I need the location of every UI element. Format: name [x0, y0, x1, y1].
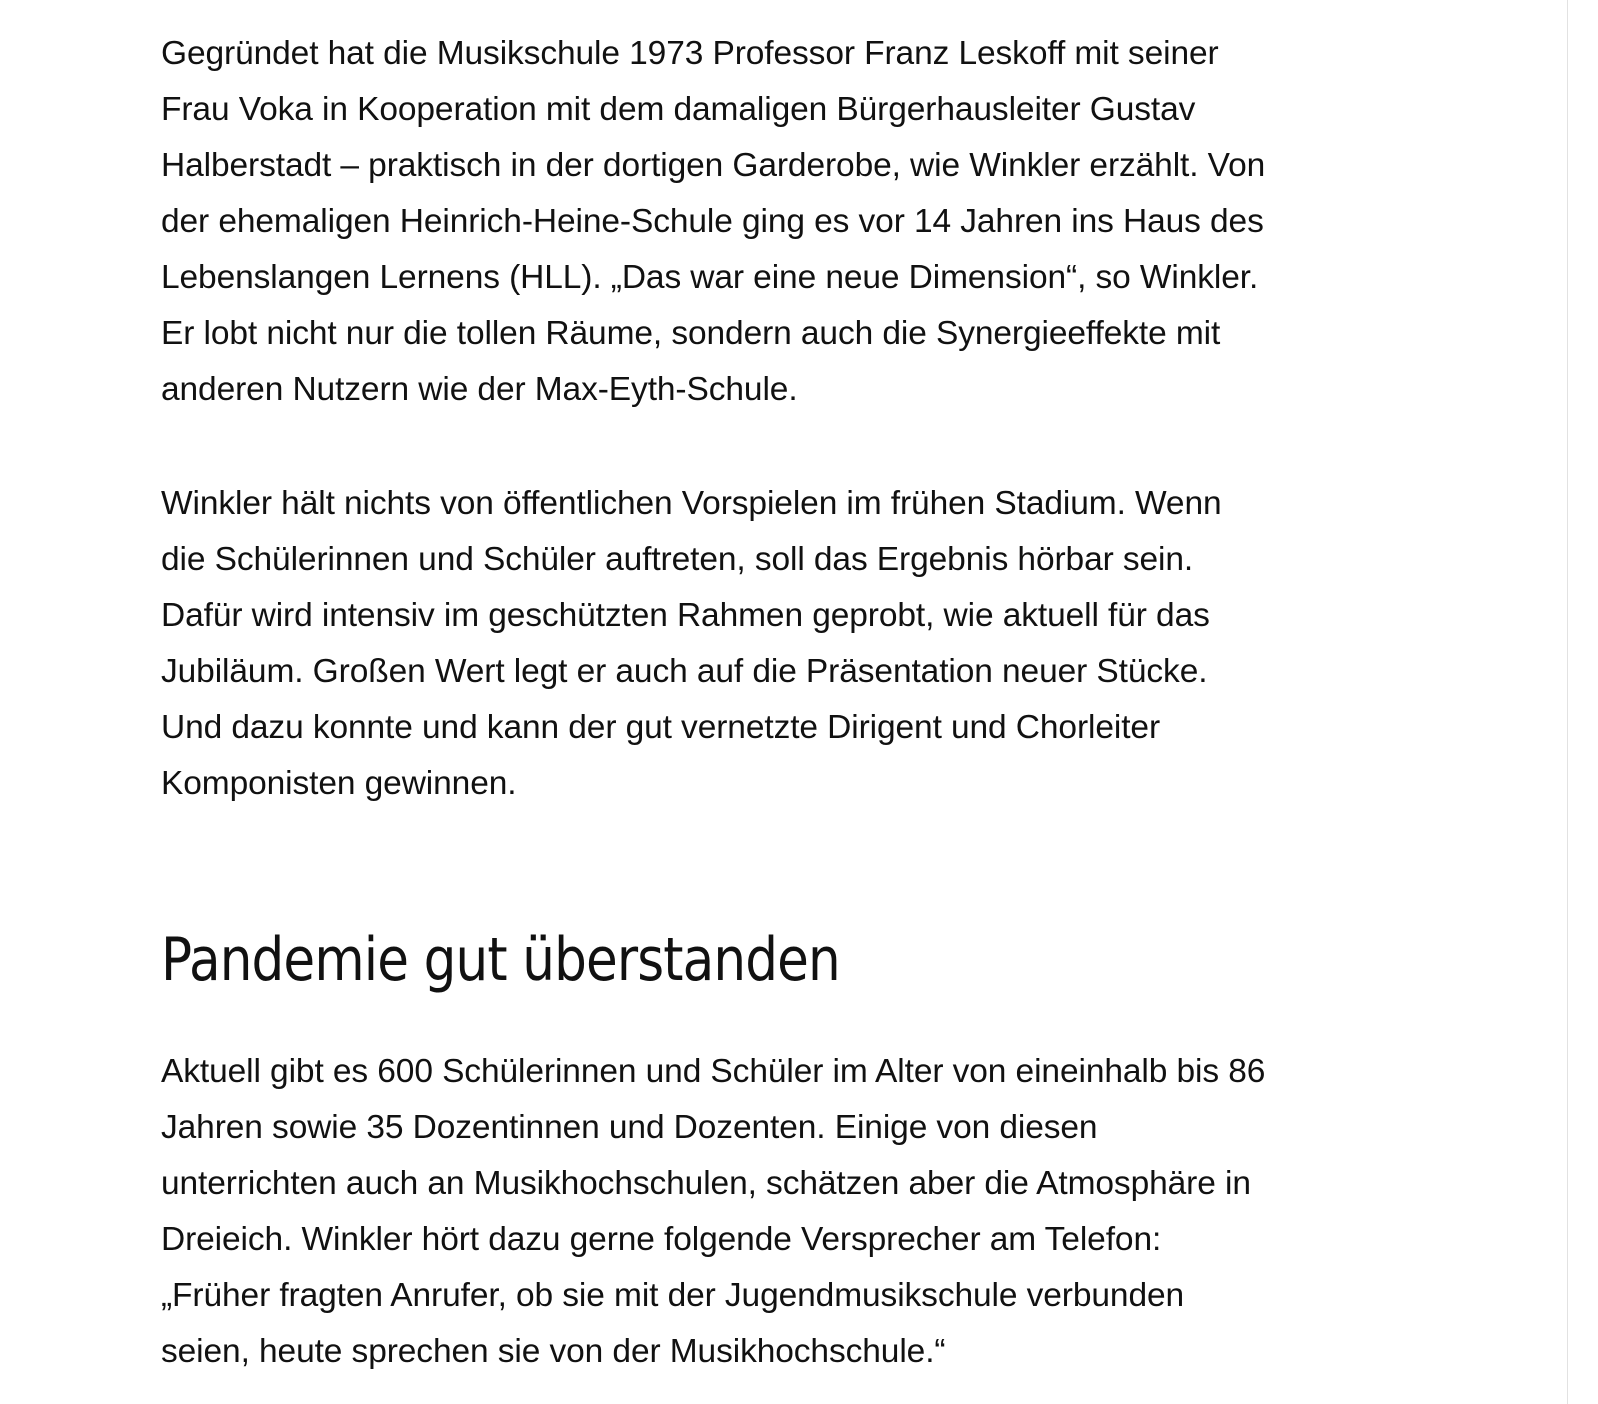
text-line: „Früher fragten Anrufer, ob sie mit der Jugendmusikschule verbunden [161, 1277, 1185, 1314]
text-line: Er lobt nicht nur die tollen Räume, sondern auch die Synergieeffekte mit [161, 315, 1221, 352]
text-line: seien, heute sprechen sie von der Musikhochschule.“ [161, 1333, 946, 1370]
text-line: Halberstadt – praktisch in der dortigen Garderobe, wie Winkler erzählt. Von [161, 147, 1266, 184]
paragraph-current-stats [161, 1044, 1461, 1380]
text-line: Frau Voka in Kooperation mit dem damaligen Bürgerhausleiter Gustav [161, 91, 1196, 128]
text-line: Jubiläum. Großen Wert legt er auch auf die Präsentation neuer Stücke. [161, 653, 1208, 690]
text-line: Dreieich. Winkler hört dazu gerne folgende Versprecher am Telefon: [161, 1221, 1162, 1258]
paragraph-performance-philosophy [161, 476, 1461, 812]
text-line: Gegründet hat die Musikschule 1973 Professor Franz Leskoff mit seiner [161, 35, 1219, 72]
text-line: Winkler hält nichts von öffentlichen Vorspielen im frühen Stadium. Wenn [161, 485, 1222, 522]
section-heading: Pandemie gut überstanden [161, 925, 840, 995]
text-line: anderen Nutzern wie der Max-Eyth-Schule. [161, 371, 798, 408]
article-body [161, 26, 1461, 1380]
text-line: Komponisten gewinnen. [161, 765, 517, 802]
text-line: Lebenslangen Lernens (HLL). „Das war eine neue Dimension“, so Winkler. [161, 259, 1259, 296]
text-line: der ehemaligen Heinrich-Heine-Schule ging es vor 14 Jahren ins Haus des [161, 203, 1264, 240]
text-line: Aktuell gibt es 600 Schülerinnen und Schüler im Alter von eineinhalb bis 86 [161, 1053, 1266, 1090]
text-line: die Schülerinnen und Schüler auftreten, soll das Ergebnis hörbar sein. [161, 541, 1194, 578]
paragraph-founding-history [161, 26, 1461, 418]
text-line: Und dazu konnte und kann der gut vernetzte Dirigent und Chorleiter [161, 709, 1161, 746]
text-line: Dafür wird intensiv im geschützten Rahmen geprobt, wie aktuell für das [161, 597, 1210, 634]
text-line: Jahren sowie 35 Dozentinnen und Dozenten. Einige von diesen [161, 1109, 1098, 1146]
scrollbar-track[interactable] [1567, 0, 1598, 1404]
text-line: unterrichten auch an Musikhochschulen, schätzen aber die Atmosphäre in [161, 1165, 1251, 1202]
